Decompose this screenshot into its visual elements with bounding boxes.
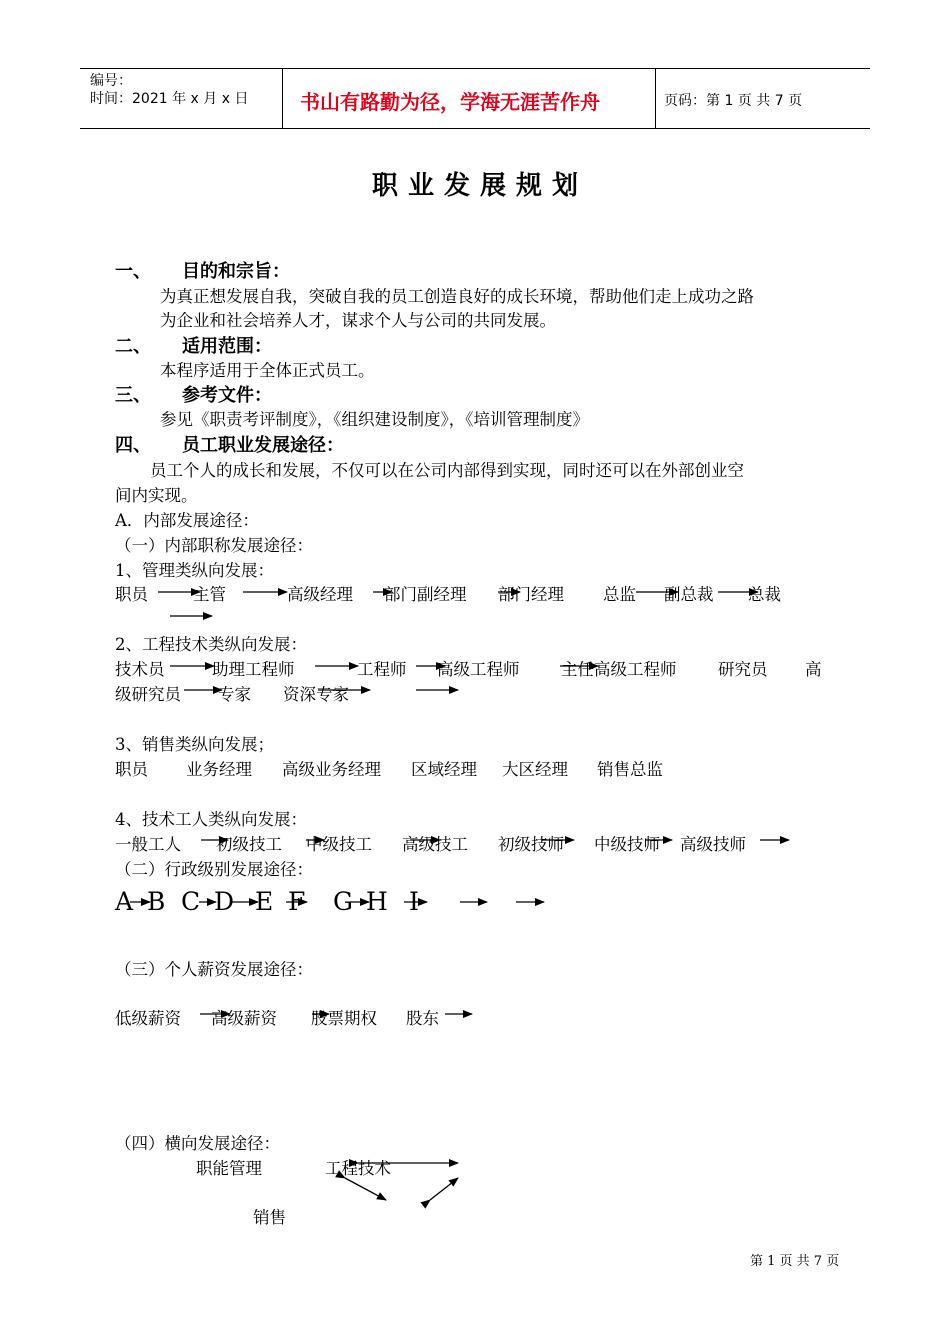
arrow <box>430 1178 458 1200</box>
section-1-text-line2: 为企业和社会培养人才，谋求个人与公司的共同发展。 <box>160 311 556 330</box>
horizontal-node-sales: 销售 <box>253 1208 286 1227</box>
section-3-title: 参考文件： <box>182 385 272 406</box>
section-1-title: 目的和宗旨： <box>182 261 290 282</box>
eng-step: 专家 <box>218 685 251 704</box>
sales-step: 区域经理 <box>411 760 477 779</box>
horizontal-node-engineering: 工程技术 <box>325 1159 391 1178</box>
mgmt-step: 部门经理 <box>498 585 564 604</box>
document-title: 职业发展规划 <box>372 171 589 201</box>
sales-step: 销售总监 <box>597 760 663 779</box>
internal-path-heading: A．内部发展途径： <box>115 511 259 530</box>
horizontal-path-label: （四）横向发展途径： <box>115 1134 280 1153</box>
admin-level-letter: E <box>255 887 274 916</box>
salary-step: 高级薪资 <box>211 1009 277 1028</box>
admin-level-letter: B <box>147 887 166 916</box>
eng-step: 高 <box>805 660 822 679</box>
mgmt-step: 部门副经理 <box>384 585 467 604</box>
header-page-label: 页码：第 1 页 共 7 页 <box>664 93 803 109</box>
admin-level-letter: F <box>288 887 306 916</box>
mgmt-step: 职员 <box>115 585 148 604</box>
worker-step: 一般工人 <box>115 835 181 854</box>
salary-step: 低级薪资 <box>115 1009 181 1028</box>
eng-step: 级研究员 <box>115 685 181 704</box>
header-motto: 书山有路勤为径，学海无涯苦作舟 <box>300 90 600 114</box>
worker-path-label: 4、技术工人类纵向发展： <box>115 810 307 829</box>
eng-step: 技术员 <box>115 660 165 679</box>
salary-path-label: （三）个人薪资发展途径： <box>115 960 313 979</box>
header-date-label: 时间：2021 年 x 月 x 日 <box>90 91 249 107</box>
section-3-number: 三、 <box>115 385 151 406</box>
footer-page-number: 第 1 页 共 7 页 <box>750 1254 840 1269</box>
worker-step: 高级技师 <box>680 835 746 854</box>
sales-path-label: 3、销售类纵向发展； <box>115 735 274 754</box>
mgmt-step: 总监 <box>603 585 636 604</box>
worker-step: 高级技工 <box>402 835 468 854</box>
section-1-number: 一、 <box>115 261 151 282</box>
admin-level-letter: G <box>333 887 353 916</box>
section-2-text: 本程序适用于全体正式员工。 <box>160 361 375 380</box>
eng-step: 研究员 <box>718 660 768 679</box>
mgmt-step: 主管 <box>193 585 226 604</box>
section-4-number: 四、 <box>115 435 151 456</box>
section-2-number: 二、 <box>115 336 151 357</box>
engineering-path-label: 2、工程技术类纵向发展： <box>115 635 307 654</box>
mgmt-step: 副总裁 <box>664 585 714 604</box>
eng-step: 主任高级工程师 <box>561 660 677 679</box>
worker-step: 初级技工 <box>216 835 282 854</box>
header-number-label: 编号： <box>90 73 132 89</box>
admin-level-letter: H <box>366 887 388 916</box>
worker-step: 中级技工 <box>306 835 372 854</box>
admin-level-label: （二）行政级别发展途径： <box>115 860 313 879</box>
admin-level-letter: I <box>409 887 419 916</box>
sales-step: 业务经理 <box>186 760 252 779</box>
salary-step: 股东 <box>406 1009 439 1028</box>
eng-step: 资深专家 <box>283 685 349 704</box>
admin-level-letter: D <box>214 887 235 916</box>
salary-step: 股票期权 <box>311 1009 377 1028</box>
admin-level-letter: A <box>115 887 134 916</box>
mgmt-step: 高级经理 <box>287 585 353 604</box>
sales-step: 大区经理 <box>502 760 568 779</box>
worker-step: 中级技师 <box>594 835 660 854</box>
section-4-text-line1: 员工个人的成长和发展，不仅可以在公司内部得到实现，同时还可以在外部创业空 <box>150 461 744 480</box>
eng-step: 工程师 <box>357 660 407 679</box>
worker-step: 初级技师 <box>498 835 564 854</box>
eng-step: 高级工程师 <box>437 660 520 679</box>
horizontal-node-management: 职能管理 <box>196 1159 262 1178</box>
title-path-heading: （一）内部职称发展途径： <box>115 536 313 555</box>
sales-step: 职员 <box>115 760 148 779</box>
sales-step: 高级业务经理 <box>282 760 381 779</box>
eng-step: 助理工程师 <box>212 660 295 679</box>
section-1-text-line1: 为真正想发展自我，突破自我的员工创造良好的成长环境，帮助他们走上成功之路 <box>160 287 754 306</box>
section-2-title: 适用范围： <box>182 336 272 357</box>
management-path-label: 1、管理类纵向发展： <box>115 561 274 580</box>
arrow <box>345 1178 386 1200</box>
mgmt-step: 总裁 <box>748 585 781 604</box>
section-3-text: 参见《职责考评制度》，《组织建设制度》，《培训管理制度》 <box>160 410 589 429</box>
section-4-title: 员工职业发展途径： <box>182 435 344 456</box>
section-4-text-line2: 间内实现。 <box>115 486 198 505</box>
admin-level-letter: C <box>181 887 201 916</box>
